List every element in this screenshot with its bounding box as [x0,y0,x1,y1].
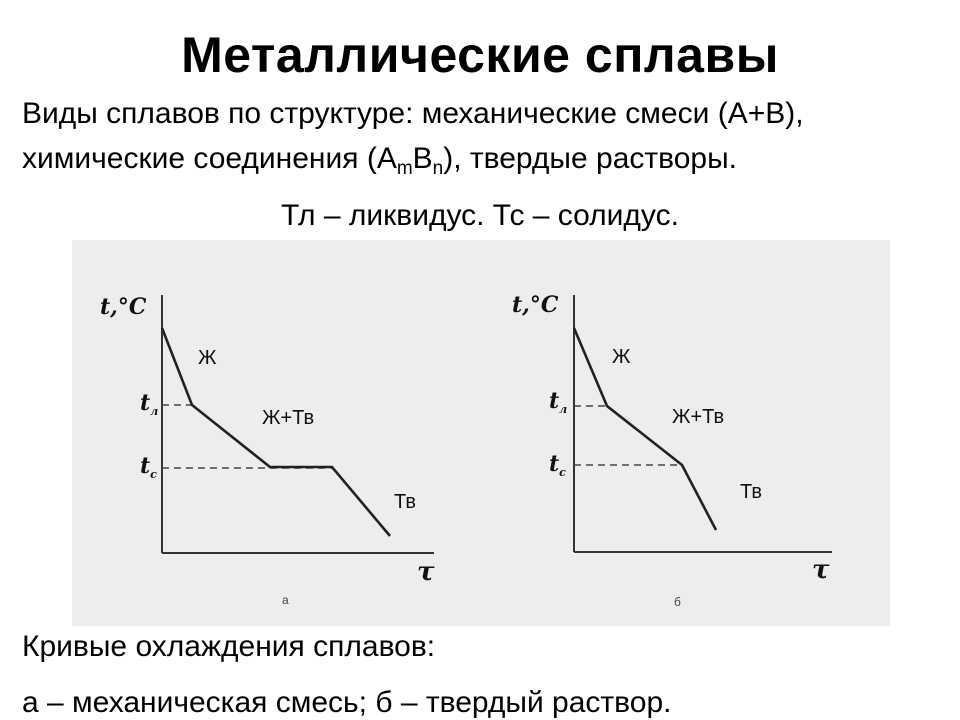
diagram-b-phase-mixed: Ж+Тв [672,406,725,428]
structure-types-line: Виды сплавов по структуре: механические смеси (А+В), [22,97,804,130]
subscript-n: n [432,158,444,179]
diagram-a-y-axis-label: t,°C [100,294,147,320]
diagram-b-sublabel: б [674,595,681,609]
diagram-b-tick-liquidus-sub: л [559,403,568,416]
line2-after: ), твердые растворы. [443,142,737,175]
diagram-a-tick-solidus-t: t [140,453,151,479]
diagram-a-phase-solid: Тв [394,491,416,513]
diagram-b-tick-solidus-t: t [549,451,560,477]
diagram-b-tick-liquidus [549,388,567,416]
diagram-b-tick-solidus-sub: с [559,466,566,479]
cooling-curves-svg [72,240,890,626]
diagram-a [100,294,435,607]
liquidus-solidus-line: Тл – ликвидус. Тс – солидус. [281,199,679,232]
diagram-a-tick-solidus [140,453,157,481]
line2-before: химические соединения (А [22,142,397,175]
diagram-b-tick-solidus [549,451,566,479]
diagram-b-cooling-curve [574,328,716,530]
diagram-a-tick-liquidus-t: t [140,390,151,416]
diagram-a-cooling-curve [162,328,390,536]
diagram-a-sublabel: а [282,593,289,607]
diagram-b-x-axis-label: τ [812,555,830,585]
diagram-a-phase-liquid: Ж [198,347,217,369]
chemical-compounds-line [22,142,737,179]
diagram-a-x-axis-label: τ [417,557,435,587]
cooling-curves-legend: а – механическая смесь; б – твердый раствор. [22,686,672,719]
slide-title: Металлические сплавы [181,27,779,83]
diagram-b-y-axis-label: t,°C [512,292,559,318]
subscript-m: m [396,158,413,179]
cooling-curves-figure [72,240,890,626]
diagram-a-tick-liquidus-sub: л [150,405,159,418]
line2-mid: B [412,142,433,175]
diagram-a-tick-liquidus [140,390,158,418]
diagram-a-phase-mixed: Ж+Тв [262,407,315,429]
diagram-a-tick-solidus-sub: с [150,468,157,481]
diagram-b-phase-liquid: Ж [612,346,631,368]
cooling-curves-caption: Кривые охлаждения сплавов: [22,630,436,663]
diagram-b-tick-liquidus-t: t [549,388,560,414]
diagram-b [512,292,832,609]
diagram-b-phase-solid: Тв [740,481,762,503]
